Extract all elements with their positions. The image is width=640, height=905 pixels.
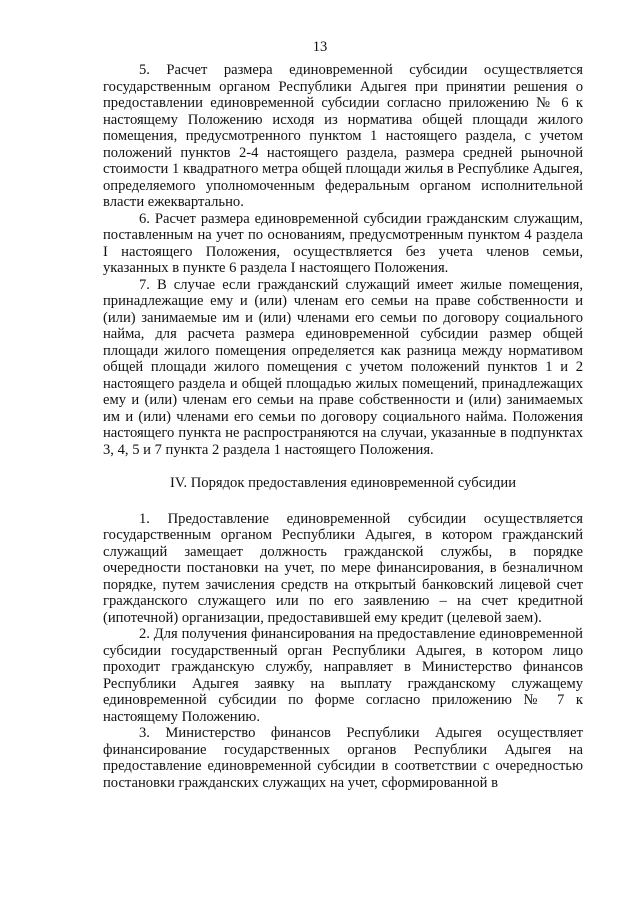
document-body xyxy=(103,62,583,791)
paragraph-2-financing-request: 2. Для получения финансирования на предоставление единовременной субсидии государственный орган Республики Адыгея, в котором лицо проходит гражданскую службу, направляет в Министерство финансов Республики Адыгея заявку на выплату гражданскому служащему единовременной субсидии по форме согласно приложению № 7 к настоящему Положению. xyxy=(103,626,583,725)
paragraph-6-calculation-without-family: 6. Расчет размера единовременной субсидии гражданским служащим, поставленным на учет по основаниям, предусмотренным пунктом 4 раздела I настоящего Положения, осуществляется без учета членов семьи, указанных в пункте 6 раздела I настоящего Положения. xyxy=(103,210,583,276)
paragraph-5-subsidy-calculation: 5. Расчет размера единовременной субсидии осуществляется государственным органом Республики Адыгея при принятии решения о предоставлении единовременной субсидии согласно приложению № 6 к настоящему Положению исходя из норматива общей площади жилого помещения, предусмотренного пунктом 1 настоящего раздела, с учетом положений пунктов 2-4 настоящего раздела, размера средней рыночной стоимости 1 квадратного метра общей площади жилья в Республике Адыгея, определяемого уполномоченным федеральным органом исполнительной власти ежеквартально. xyxy=(103,62,583,210)
paragraph-3-ministry-financing: 3. Министерство финансов Республики Адыгея осуществляет финансирование государственных органов Республики Адыгея на предоставление единовременной субсидии в соответствии с очередностью постановки гражданских служащих на учет, сформированной в xyxy=(103,725,583,791)
page-number: 13 xyxy=(312,39,328,55)
section-heading-iv: IV. Порядок предоставления единовременной субсидии xyxy=(169,475,517,491)
paragraph-1-subsidy-provision: 1. Предоставление единовременной субсидии осуществляется государственным органом Республики Адыгея, в котором гражданский служащий замещает должность гражданской службы, в порядке очередности постановки на учет, по мере финансирования, в безналичном порядке, путем зачисления средств на открытый банковский лицевой счет гражданского служащего или по его заявлению – на счет кредитной (ипотечной) организации, предоставившей ему кредит (целевой заем). xyxy=(103,510,583,626)
paragraph-7-existing-housing: 7. В случае если гражданский служащий имеет жилые помещения, принадлежащие ему и (или) членам его семьи на праве собственности и (или) занимаемые им и (или) членами его семьи по договору социального найма, для расчета размера единовременной субсидии размер общей площади жилого помещения определяется как разница между нормативом общей площади жилого помещения с учетом положений пунктов 1 и 2 настоящего раздела и общей площадью жилых помещений, принадлежащих ему и (или) членам его семьи на праве собственности и (или) занимаемых им и (или) членами его семьи по договору социального найма. Положения настоящего пункта не распространяются на случаи, указанные в подпунктах 3, 4, 5 и 7 пункта 2 раздела 1 настоящего Положения. xyxy=(103,276,583,458)
